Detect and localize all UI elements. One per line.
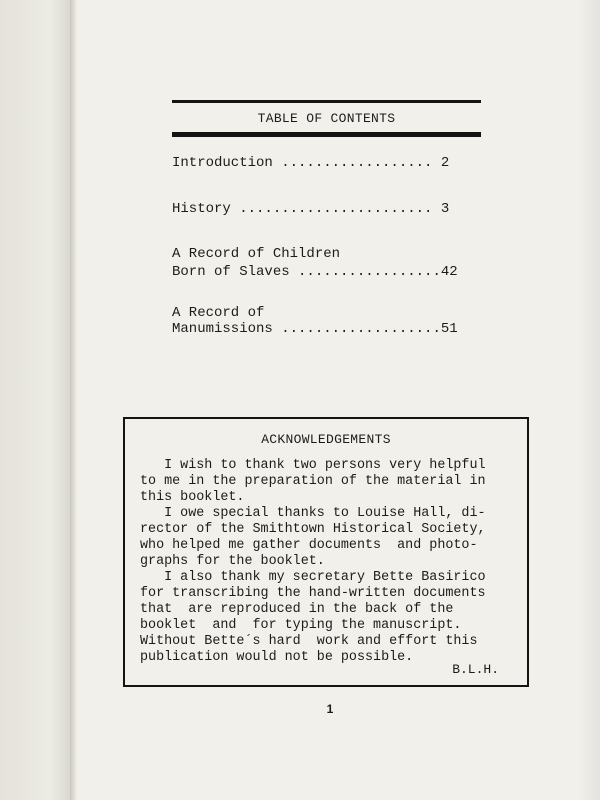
ack-line: to me in the preparation of the material in bbox=[140, 474, 486, 489]
toc-entry-history: History ....................... 3 bbox=[172, 201, 450, 217]
ack-line: who helped me gather documents and photo- bbox=[140, 538, 478, 553]
toc-entry-children-line-1: A Record of Children bbox=[172, 246, 341, 262]
toc-entry-children-line-2: Born of Slaves .................42 bbox=[172, 264, 458, 280]
acknowledgements-box bbox=[123, 417, 529, 687]
ack-line: I wish to thank two persons very helpful bbox=[140, 458, 486, 473]
page-number: 1 bbox=[326, 702, 334, 716]
ack-line: for transcribing the hand-written documents bbox=[140, 586, 486, 601]
ack-line: booklet and for typing the manuscript. bbox=[140, 618, 462, 633]
acknowledgements-title: ACKNOWLEDGEMENTS bbox=[261, 432, 391, 447]
ack-line: graphs for the booklet. bbox=[140, 554, 325, 569]
toc-top-rule bbox=[172, 100, 481, 103]
ack-line: this booklet. bbox=[140, 490, 245, 505]
ack-line: Without Bette´s hard work and effort this bbox=[140, 634, 478, 649]
facing-page bbox=[0, 0, 72, 800]
ack-line: publication would not be possible. bbox=[140, 650, 414, 665]
page-edge-shadow bbox=[578, 0, 600, 800]
ack-signature: B.L.H. bbox=[452, 662, 499, 677]
toc-entry-introduction: Introduction .................. 2 bbox=[172, 155, 450, 171]
ack-line: that are reproduced in the back of the bbox=[140, 602, 454, 617]
toc-entry-manumissions-line-2: Manumissions ...................51 bbox=[172, 321, 458, 337]
toc-bottom-rule bbox=[172, 132, 481, 137]
ack-line: rector of the Smithtown Historical Society, bbox=[140, 522, 486, 537]
toc-title: TABLE OF CONTENTS bbox=[257, 111, 396, 126]
ack-line: I also thank my secretary Bette Basirico bbox=[140, 570, 486, 585]
toc-entry-manumissions-line-1: A Record of bbox=[172, 305, 265, 321]
ack-line: I owe special thanks to Louise Hall, di- bbox=[140, 506, 486, 521]
